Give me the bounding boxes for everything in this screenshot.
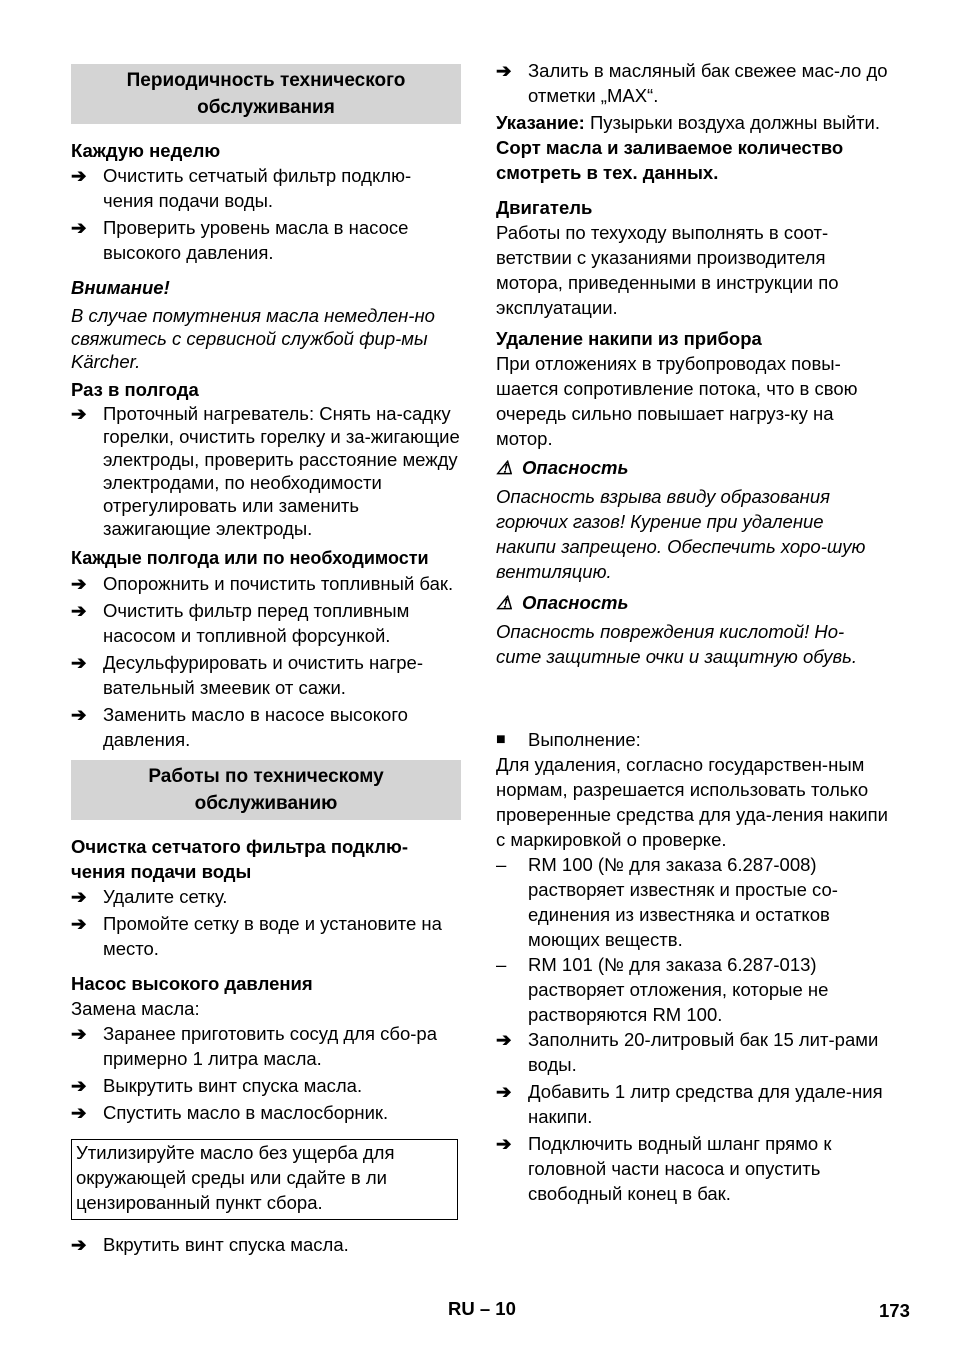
list-item: ➔ Очистить сетчатый фильтр подклю-чения подачи воды.: [71, 165, 412, 211]
heading-high-pressure-pump: Насос высокого давления: [71, 973, 313, 994]
right-arrow-icon: ➔: [71, 573, 87, 594]
right-arrow-icon: ➔: [71, 1023, 87, 1044]
list-item: – RM 101 (№ для заказа 6.287-013) растворяет отложения, которые не растворяются RM 100.: [496, 954, 829, 1025]
footer-page-number: 173: [879, 1300, 910, 1321]
list-item: ➔ Подключить водный шланг прямо к головной части насоса и опустить свободный конец в бак.: [496, 1133, 832, 1204]
note-paragraph: [496, 110, 888, 135]
right-arrow-icon: ➔: [496, 60, 512, 81]
attention-heading: Внимание!: [71, 277, 170, 298]
list-item: ➔ Заполнить 20-литровый бак 15 лит-рами воды.: [496, 1029, 879, 1075]
heading-engine: Двигатель: [496, 197, 593, 218]
execution-label-row: ■ Выполнение:: [496, 729, 641, 750]
list-item: ➔ Залить в масляный бак свежее мас-ло до отметки „MAX“.: [496, 60, 888, 106]
right-arrow-icon: ➔: [71, 913, 87, 934]
right-arrow-icon: ➔: [71, 1075, 87, 1096]
right-arrow-icon: ➔: [496, 1029, 512, 1050]
descaling-text: При отложениях в трубопроводах повы-шается сопротивление потока, что в свою очередь сильно повышает нагруз-ку на мотор.: [496, 353, 858, 449]
list-item: ➔ Промойте сетку в воде и установите на место.: [71, 913, 442, 959]
list-item: ➔ Десульфурировать и очистить нагре-вательный змеевик от сажи.: [71, 652, 423, 698]
list-item: ➔ Очистить фильтр перед топливным насосом и топливной форсункой.: [71, 600, 410, 646]
right-arrow-icon: ➔: [71, 403, 87, 424]
note-text: Пузырьки воздуха должны выйти.: [584, 112, 880, 133]
right-arrow-icon: ➔: [496, 1081, 512, 1102]
left-column: [71, 58, 461, 1257]
section-title-maintenance-work: Работы по техническому обслуживанию: [71, 760, 461, 820]
list-item: ➔ Проверить уровень масла в насосе высокого давления.: [71, 217, 409, 263]
spacer: [496, 669, 888, 721]
en-dash-marker: –: [496, 854, 507, 875]
list-item: ➔ Заранее приготовить сосуд для сбо-ра примерно 1 литра масла.: [71, 1023, 437, 1069]
note-label: Указание:: [496, 112, 585, 133]
right-arrow-icon: ➔: [71, 217, 87, 238]
engine-text: Работы по техуходу выполнять в соот-ветствии с указаниями производителя мотора, приведенными в инструкции по эксплуатации.: [496, 222, 839, 318]
right-arrow-icon: ➔: [71, 1234, 87, 1255]
list-item: ➔ Спустить масло в маслосборник.: [71, 1102, 389, 1123]
oil-change-label: Замена масла:: [71, 998, 200, 1019]
list-item: ➔ Вкрутить винт спуска масла.: [71, 1234, 349, 1255]
danger-heading-1: ⚠ Опасность: [496, 457, 629, 478]
warning-triangle-icon: ⚠: [496, 457, 513, 478]
danger-text-1: Опасность взрыва ввиду образования горючих газов! Курение при удаление накипи запрещено. Обеспечить хоро-шую вентиляцию.: [496, 486, 866, 582]
heading-weekly: Каждую неделю: [71, 140, 221, 161]
heading-halfyear-or-as-needed: Каждые полгода или по необходимости: [71, 548, 429, 568]
right-arrow-icon: ➔: [71, 652, 87, 673]
right-arrow-icon: ➔: [71, 600, 87, 621]
right-arrow-icon: ➔: [71, 165, 87, 186]
disposal-note-box: Утилизируйте масло без ущерба для окружающей среды или сдайте в ли цензированный пункт сбора.: [71, 1139, 458, 1220]
heading-halfyear: Раз в полгода: [71, 379, 199, 400]
list-item: – RM 100 (№ для заказа 6.287-008) растворяет известняк и простые со-единения из известняка и остатков моющих веществ.: [496, 854, 838, 950]
attention-text: В случае помутнения масла немедлен-но свяжитесь с сервисной службой фир-мы Kärcher.: [71, 305, 435, 372]
right-arrow-icon: ➔: [71, 704, 87, 725]
execution-text: Для удаления, согласно государствен-ным нормам, разрешается использовать только проверенные средства для уда-ления накипи с маркировкой о проверке.: [496, 754, 888, 850]
warning-triangle-icon: ⚠: [496, 592, 513, 613]
heading-descaling: Удаление накипи из прибора: [496, 328, 762, 349]
right-arrow-icon: ➔: [71, 1102, 87, 1123]
list-item: ➔ Опорожнить и почистить топливный бак.: [71, 573, 454, 594]
black-square-icon: ■: [496, 731, 506, 748]
list-item: ➔ Заменить масло в насосе высокого давления.: [71, 704, 408, 750]
right-arrow-icon: ➔: [71, 886, 87, 907]
danger-text-2: Опасность повреждения кислотой! Но-сите защитные очки и защитную обувь.: [496, 621, 858, 667]
list-item: ➔ Выкрутить винт спуска масла.: [71, 1075, 363, 1096]
section-title-maintenance-schedule: Периодичность технического обслуживания: [71, 64, 461, 124]
list-item: ➔ Добавить 1 литр средства для удале-ния накипи.: [496, 1081, 883, 1127]
list-item: ➔ Удалите сетку.: [71, 886, 228, 907]
right-column: [496, 58, 888, 1206]
heading-filter-cleaning: Очистка сетчатого фильтра подклю-чения подачи воды: [71, 836, 409, 882]
oil-type-note: Сорт масла и заливаемое количество смотреть в тех. данных.: [496, 137, 844, 183]
footer-language-page: RU – 10: [448, 1298, 516, 1319]
danger-heading-2: ⚠ Опасность: [496, 592, 629, 613]
list-item: ➔ Проточный нагреватель: Снять на-садку горелки, очистить горелку и за-жигающие электроды, проверить расстояние между электродами, по необходимости отрегулировать или заменить зажигающие электроды.: [71, 403, 460, 539]
right-arrow-icon: ➔: [496, 1133, 512, 1154]
en-dash-marker: –: [496, 954, 507, 975]
